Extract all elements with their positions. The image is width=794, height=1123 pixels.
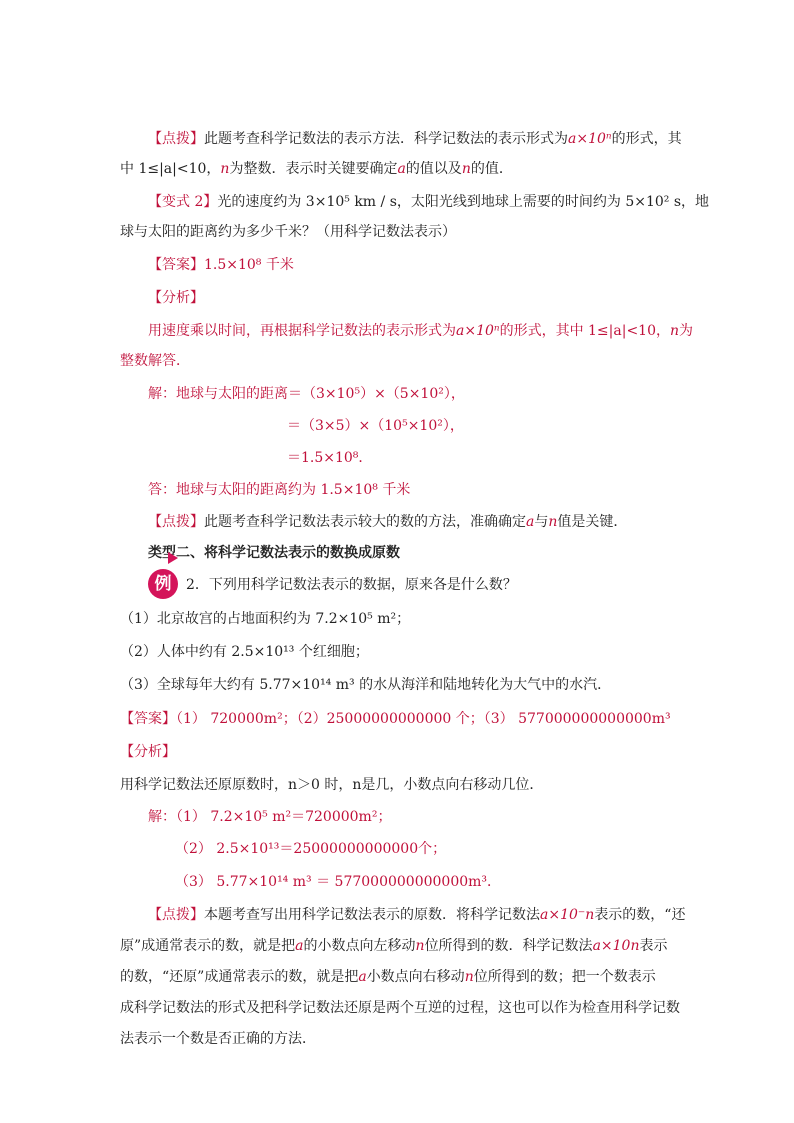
analysis-2-heading: 【分析】	[120, 744, 176, 760]
solution-1-line-1: 解：地球与太阳的距离＝（3×10⁵）×（5×10²），	[148, 386, 465, 402]
answer-1: 【答案】1.5×10⁸ 千米	[148, 257, 294, 273]
solution-1-line-3: ＝1.5×10⁸．	[287, 450, 373, 466]
tip-paragraph-2: 【点拨】此题考查科学记数法表示较大的数的方法，准确确定a与n值是关键．	[148, 514, 628, 530]
section-heading-type-2: 类型二、将科学记数法表示的数换成原数	[148, 545, 400, 561]
tip-paragraph-3-line-1: 【点拨】本题考查写出用科学记数法表示的原数．将科学记数法a×10⁻n表示的数，“还	[148, 907, 686, 923]
solution-2-line-3: （3） 5.77×10¹⁴ m³ ＝ 577000000000000m³．	[175, 874, 502, 890]
solution-2-line-1: 解：（1） 7.2×10⁵ m²＝720000m²；	[148, 809, 392, 825]
example-badge-pointer	[168, 552, 178, 564]
example-2-item-3: （3）全球每年大约有 5.77×10¹⁴ m³ 的水从海洋和陆地转化为大气中的水汽．	[120, 677, 612, 693]
variant-2-question: 【变式 2】光的速度约为 3×10⁵ km / s，太阳光线到地球上需要的时间约为 5×10² s，地	[148, 194, 710, 210]
tip-paragraph-3-line-2: 原”成通常表示的数，就是把a的小数点向左移动n位所得到的数．科学记数法a×10n表示	[120, 938, 668, 954]
analysis-1-heading: 【分析】	[148, 290, 204, 306]
analysis-2-text: 用科学记数法还原原数时，n＞0 时，n是几，小数点向右移动几位．	[120, 777, 544, 793]
example-2-question: 2．下列用科学记数法表示的数据，原来各是什么数？	[186, 577, 517, 593]
tip-paragraph-3-line-5: 法表示一个数是否正确的方法．	[120, 1031, 316, 1047]
analysis-1-text-cont: 整数解答．	[120, 353, 190, 369]
tip-paragraph-1: 【点拨】此题考查科学记数法的表示方法．科学记数法的表示形式为a×10ⁿ的形式，其	[148, 131, 682, 147]
example-2-item-2: （2）人体中约有 2.5×10¹³ 个红细胞；	[120, 644, 369, 660]
example-badge: 例	[148, 569, 178, 599]
tip-paragraph-3-line-4: 成科学记数法的形式及把科学记数法还原是两个互逆的过程，这也可以作为检查用科学记数	[120, 1000, 680, 1016]
example-2-item-1: （1）北京故宫的占地面积约为 7.2×10⁵ m²；	[120, 611, 411, 627]
solution-2-line-2: （2） 2.5×10¹³＝25000000000000个；	[175, 841, 447, 857]
solution-1-answer: 答：地球与太阳的距离约为 1.5×10⁸ 千米	[148, 482, 411, 498]
tip-paragraph-1-cont: 中 1≤|a|<10，n为整数．表示时关键要确定a的值以及n的值．	[120, 161, 513, 177]
variant-2-question-cont: 球与太阳的距离约为多少千米？（用科学记数法表示）	[120, 224, 456, 240]
solution-1-line-2: ＝（3×5）×（10⁵×10²），	[287, 418, 464, 434]
answer-2: 【答案】（1） 720000m²；（2）25000000000000 个；（3） 577000000000000m³	[120, 711, 671, 727]
analysis-1-text: 用速度乘以时间，再根据科学记数法的表示形式为a×10ⁿ的形式，其中 1≤|a|<10，n为	[148, 323, 694, 339]
tip-paragraph-3-line-3: 的数，“还原”成通常表示的数，就是把a小数点向右移动n位所得到的数；把一个数表示	[120, 969, 656, 985]
